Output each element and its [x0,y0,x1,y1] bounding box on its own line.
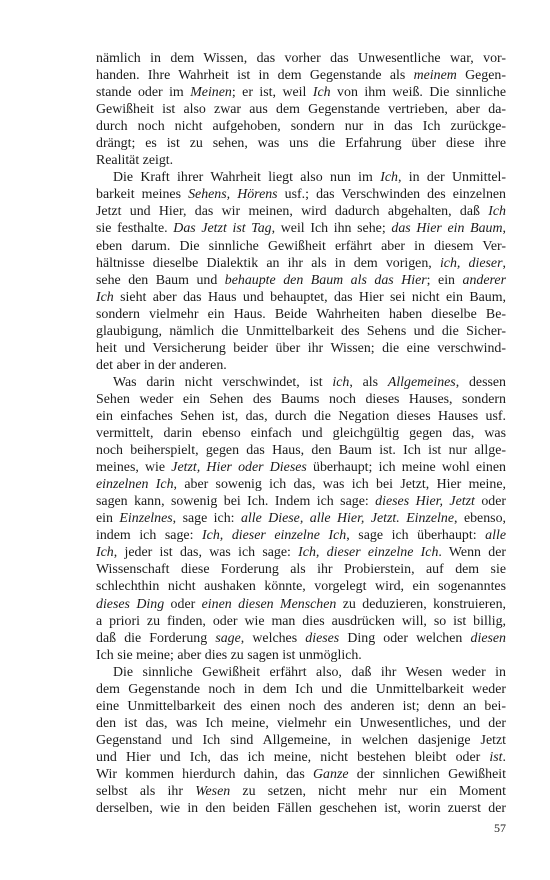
text-line: Was darin nicht verschwindet, ist ich, als Allgemeines, dessen [113,374,506,390]
text-line: Die sinnliche Gewißheit erfährt also, daß ihr Wesen weder in [113,664,506,680]
paragraph [96,169,506,374]
text-line: Jetzt und Hier, das wir meinen, wird dadurch abgehalten, daß Ich [96,204,506,220]
text-line: Die Kraft ihrer Wahrheit liegt also nun im Ich, in der Unmittel- [113,170,506,186]
text-line: Wir kommen hierdurch dahin, das Ganze der sinnlichen Gewißheit [96,766,506,782]
text-line: sie festhalte. Das Jetzt ist Tag, weil Ich ihn sehe; das Hier ein Baum, [96,221,506,237]
text-line: dieses Ding oder einen diesen Menschen zu deduzieren, konstruieren, [96,596,506,612]
page-number: 57 [494,821,506,835]
paragraph [96,664,506,817]
text-line: sagen kann, sowenig bei Ich. Indem ich sage: dieses Hier, Jetzt oder [96,494,507,510]
text-line: Wissenschaft diese Forderung als ihr Probierstein, auf dem sie [96,562,506,578]
text-line: eine Unmittelbarkeit des einen noch des anderen ist; denn an bei- [96,698,506,714]
text-line: Ich sie meine; aber dies zu sagen ist unmöglich. [96,647,362,663]
text-line: Gegenstand und Ich sind Allgemeine, in welchen dasjenige Jetzt [96,732,506,748]
text-line: nämlich in dem Wissen, das vorher das Unwesentliche war, vor- [96,51,506,66]
text-line: glaubigung, nämlich die Unmittelbarkeit des Sehens und die Sicher- [96,323,506,339]
text-line: a priori zu finden, oder wie man dies ausdrücken will, so ist billig, [96,613,506,629]
text-line: eben darum. Die sinnliche Gewißheit erfährt aber in diesem Ver- [96,238,506,254]
text-line: hältnisse dieselbe Dialektik an ihr als in dem vorigen, ich, dieser, [96,255,506,271]
text-line: durch noch nicht aufgehoben, sondern nur in das Ich zurückge- [96,119,506,135]
text-line: einzelnen Ich, aber sowenig ich das, was ich bei Jetzt, Hier meine, [96,477,507,493]
text-line: drängt; es ist zu sehen, was uns die Erfahrung über diese ihre [96,136,506,152]
text-line: daß die Forderung sage, welches dieses Ding oder welchen diesen [96,630,507,646]
text-line: stande oder im Meinen; er ist, weil Ich von ihm weiß. Die sinnliche [96,85,506,101]
text-line: ein einfaches Sehen ist, das, durch die Negation dieses Hauses usf. [96,408,506,424]
text-line: dem Gegenstande noch in dem Ich und die Unmittelbarkeit weder [96,681,506,697]
text-line: den ist das, was Ich meine, vielmehr ein Unwesentliches, und der [96,715,506,731]
text-line: sondern vielmehr ein Haus. Beide Wahrheiten haben dieselbe Be- [96,306,506,322]
text-line: sehe den Baum und behaupte den Baum als das Hier; ein anderer [96,272,506,288]
text-line: ein Einzelnes, sage ich: alle Diese, alle Hier, Jetzt. Einzelne, ebenso, [96,511,506,527]
text-line: Gewißheit ist also zwar aus dem Gegenstande vertrieben, aber da- [96,102,506,118]
text-line: Ich sieht aber das Haus und behauptet, das Hier sei nicht ein Baum, [96,289,506,305]
text-line: barkeit meines Sehens, Hörens usf.; das Verschwinden des einzelnen [96,187,506,203]
text-line: noch beiherspielt, gegen das Haus, den Baum ist. Ich ist nur allge- [96,443,506,459]
body-text [96,50,506,817]
text-line: indem ich sage: Ich, dieser einzelne Ich, sage ich überhaupt: alle [96,528,506,544]
text-line: derselben, wie in den beiden Fällen geschehen ist, worin zuerst der [96,801,506,817]
text-line: Sehen weder ein Sehen des Baums noch dieses Hauses, sondern [96,391,506,407]
text-line: heit und Versicherung beider über ihr Wissen; die eine verschwind- [96,340,506,356]
text-line: und Hier und Ich, das ich meine, nicht bestehen bleibt oder ist. [96,749,506,765]
paragraph [96,374,506,664]
text-line: det aber in der anderen. [96,357,227,373]
text-line: meines, wie Jetzt, Hier oder Dieses überhaupt; ich meine wohl einen [96,460,506,476]
text-line: Ich, jeder ist das, was ich sage: Ich, dieser einzelne Ich. Wenn der [96,545,506,561]
text-line: handen. Ihre Wahrheit ist in dem Gegenstande als meinem Gegen- [96,68,506,84]
text-line: Realität zeigt. [96,153,174,169]
text-line: vermittelt, darin ebenso einfach und gleichgültig gegen das, was [96,426,506,442]
text-line: schlechthin nicht aushaken könnte, vorgelegt wird, ein sogenanntes [96,579,506,595]
text-line: selbst als ihr Wesen zu setzen, nicht mehr nur ein Moment [96,784,506,800]
paragraph [96,50,506,169]
